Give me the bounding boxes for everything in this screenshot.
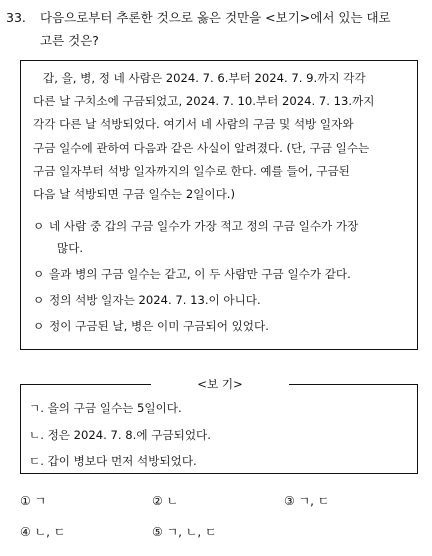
choice-4[interactable]: ④ ㄴ, ㄷ bbox=[20, 525, 66, 539]
passage-line-4: 구금 일수에 관하여 다음과 같은 사실이 알려졌다. (단, 구금 일수는 bbox=[33, 140, 370, 155]
question-number: 33. bbox=[6, 10, 26, 25]
bullet-mark: ㅇ bbox=[33, 267, 45, 281]
bullet-item bbox=[33, 215, 413, 259]
bogi-title: <보 기> bbox=[151, 376, 289, 392]
passage-bullets bbox=[33, 215, 413, 341]
passage-box bbox=[20, 60, 418, 350]
choice-3[interactable]: ③ ㄱ, ㄷ bbox=[284, 494, 330, 508]
bogi-item-b: ㄴ. 정은 2024. 7. 8.에 구금되었다. bbox=[29, 427, 211, 442]
question-text-line1: 다음으로부터 추론한 것으로 옳은 것만을 <보기>에서 있는 대로 bbox=[40, 10, 391, 25]
question-text-line2: 고른 것은? bbox=[40, 33, 99, 48]
bullet-item bbox=[33, 315, 413, 337]
bullet-item bbox=[33, 263, 413, 285]
bullet-text: 정의 석방 일자는 2024. 7. 13.이 아니다. bbox=[49, 293, 261, 307]
bogi-items bbox=[29, 395, 211, 475]
bullet-mark: ㅇ bbox=[33, 219, 45, 233]
choice-1[interactable]: ① ㄱ bbox=[20, 494, 47, 508]
bullet-text-cont: 많다. bbox=[57, 241, 84, 255]
bullet-text: 네 사람 중 갑의 구금 일수가 가장 적고 정의 구금 일수가 가장 bbox=[49, 219, 359, 233]
bogi-item-a: ㄱ. 을의 구금 일수는 5일이다. bbox=[29, 401, 182, 415]
bullet-item bbox=[33, 289, 413, 311]
bullet-text: 정이 구금된 날, 병은 이미 구금되어 있었다. bbox=[49, 319, 269, 333]
passage-line-3: 각각 다른 날 석방되었다. 여기서 네 사람의 구금 및 석방 일자와 bbox=[33, 117, 354, 132]
bullet-mark: ㅇ bbox=[33, 319, 45, 333]
choice-5[interactable]: ⑤ ㄱ, ㄴ, ㄷ bbox=[152, 525, 217, 539]
bogi-item-c: ㄷ. 갑이 병보다 먼저 석방되었다. bbox=[29, 454, 197, 468]
passage-line-1: 갑, 을, 병, 정 네 사람은 2024. 7. 6.부터 2024. 7. 9.까지 각각 bbox=[43, 71, 366, 85]
bullet-text: 을과 병의 구금 일수는 같고, 이 두 사람만 구금 일수가 같다. bbox=[49, 267, 351, 281]
bullet-mark: ㅇ bbox=[33, 293, 45, 307]
choice-2[interactable]: ② ㄴ bbox=[152, 494, 179, 508]
passage-paragraph bbox=[33, 67, 411, 206]
passage-line-6: 다음 날 석방되면 구금 일수는 2일이다.) bbox=[33, 187, 236, 202]
passage-line-2: 다른 날 구치소에 구금되었고, 2024. 7. 10.부터 2024. 7. 13.까지 bbox=[33, 94, 375, 109]
passage-line-5: 구금 일자부터 석방 일자까지의 일수로 한다. 예를 들어, 구금된 bbox=[33, 163, 350, 178]
bogi-box bbox=[20, 377, 418, 474]
